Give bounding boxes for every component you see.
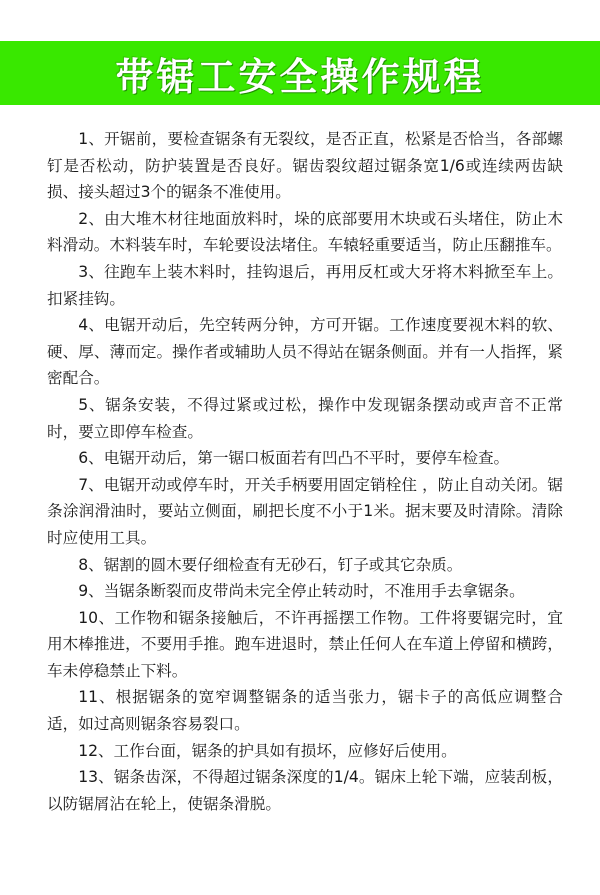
- page-title: 带锯工安全操作规程: [115, 54, 485, 99]
- rule-item-3: 3、往跑车上装木料时，挂钩退后，再用反杠或大牙将木料掀至车上。扣紧挂钩。: [47, 262, 563, 308]
- rules-list: [47, 126, 563, 817]
- rule-item-12: 12、工作台面，锯条的护具如有损坏，应修好后使用。: [78, 741, 457, 760]
- rule-item-5: 5、锯条安装，不得过紧或过松，操作中发现锯条摆动或声音不正常时，要立即停车检查。: [47, 395, 563, 441]
- rule-item-13: 13、锯条齿深，不得超过锯条深度的1/4。锯床上轮下端，应装刮板，以防锯屑沾在轮上，使锯条滑脱。: [47, 768, 563, 813]
- rule-item-7: 7、电锯开动或停车时，开关手柄要用固定销栓住 ，防止自动关闭。锯条涂润滑油时，要站立侧面，刷把长度不小于1米。据末要及时清除。清除时应使用工具。: [47, 475, 563, 547]
- rule-item-2: 2、由大堆木材往地面放料时，垛的底部要用木块或石头堵住，防止木料滑动。木料装车时，车轮要设法堵住。车辕轻重要适当，防止压翻推车。: [47, 209, 563, 255]
- rule-item-8: 8、锯割的圆木要仔细检查有无砂石，钉子或其它杂质。: [78, 555, 463, 574]
- rule-item-11: 11、根据锯条的宽窄调整锯条的适当张力，锯卡子的高低应调整合适，如过高则锯条容易裂口。: [47, 688, 563, 734]
- rule-item-10: 10、工作物和锯条接触后，不许再摇摆工作物。工件将要锯完时，宜用木棒推进，不要用手推。跑车进退时，禁止任何人在车道上停留和横跨，车未停稳禁止下料。: [47, 608, 563, 680]
- title-banner: [0, 41, 600, 105]
- rule-item-6: 6、电锯开动后，第一锯口板面若有凹凸不平时，要停车检查。: [78, 449, 510, 468]
- rule-item-4: 4、电锯开动后，先空转两分钟，方可开锯。工作速度要视木料的软、硬、厚、薄而定。操作者或辅助人员不得站在锯条侧面。并有一人指挥，紧密配合。: [47, 316, 563, 388]
- rule-item-1: 1、开锯前，要检查锯条有无裂纹，是否正直，松紧是否恰当，各部螺钉是否松动，防护装置是否良好。锯齿裂纹超过锯条宽1/6或连续两齿缺损、接头超过3个的锯条不准使用。: [47, 130, 563, 202]
- rule-item-9: 9、当锯条断裂而皮带尚未完全停止转动时，不准用手去拿锯条。: [78, 582, 525, 601]
